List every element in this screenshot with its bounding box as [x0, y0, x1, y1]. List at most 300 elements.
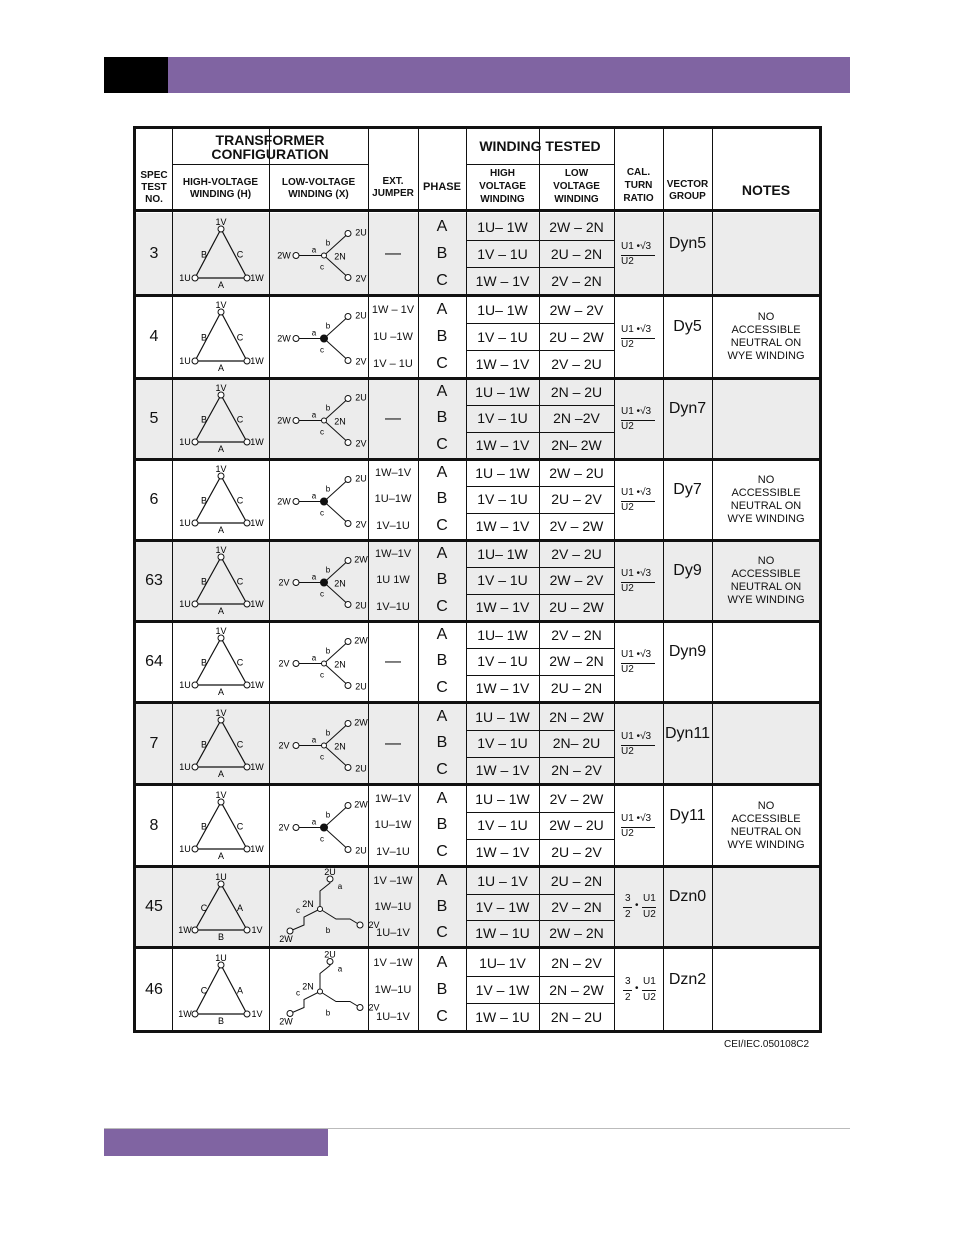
hv-header: WINDING (H) [189, 189, 252, 200]
low-voltage-winding: 2N –2V [553, 410, 600, 427]
terminal-circle [345, 602, 351, 608]
terminal-circle [345, 847, 351, 853]
winding-tested-header: WINDING TESTED [479, 138, 601, 154]
phase: A [436, 953, 448, 971]
winding-label: C [236, 739, 244, 750]
spec-test-no: 3 [149, 244, 159, 262]
terminal-label: 2V [355, 273, 367, 284]
terminal-circle [345, 558, 351, 564]
terminal-label: 1U [215, 953, 227, 963]
high-header: HIGH [490, 168, 515, 179]
high-voltage-winding: 1W – 1V [475, 436, 530, 453]
high-voltage-winding: 1W – 1V [475, 517, 530, 534]
terminal-label: 1W [250, 599, 264, 609]
high-voltage-winding: 1U– 1W [477, 218, 528, 235]
winding-label: C [236, 332, 244, 343]
terminal-circle [345, 231, 351, 237]
high-voltage-winding: 1W – 1V [475, 761, 530, 778]
phase-header: PHASE [423, 181, 461, 193]
low-voltage-winding: 2U – 2W [549, 598, 604, 615]
low-voltage-winding: 2U – 2V [551, 843, 602, 860]
low-voltage-winding: 2W – 2N [549, 653, 604, 670]
terminal-label: 2W [277, 333, 291, 344]
winding-label: A [217, 687, 225, 697]
terminal-circle [192, 846, 198, 852]
terminal-label: 2U [324, 867, 336, 877]
neutral-circle [318, 907, 323, 912]
low-voltage-winding: 2U – 2N [550, 245, 603, 262]
winding-label: a [311, 491, 317, 501]
winding-label: a [311, 328, 317, 338]
winding-label: b [325, 403, 331, 413]
high-voltage-winding: 1V – 1W [475, 981, 530, 998]
winding-label: B [200, 576, 208, 587]
high-voltage-winding: 1W – 1V [475, 598, 530, 615]
terminal-circle [293, 336, 299, 342]
winding-label: A [217, 606, 225, 616]
terminal-circle [244, 439, 250, 445]
header-rule [172, 164, 368, 165]
low-voltage-winding: 2W – 2N [549, 925, 604, 941]
terminal-label: 1V [215, 790, 227, 800]
lv-winding-diagram [270, 949, 380, 1028]
terminal-label: 2W [354, 717, 368, 728]
phase: A [436, 790, 448, 808]
zigzag-leg [290, 992, 320, 1014]
low-voltage-winding: 2W – 2V [549, 572, 604, 589]
high-header: VOLTAGE [479, 181, 526, 192]
turn-ratio-denominator: U2 [621, 582, 634, 594]
high-voltage-winding: 1U– 1W [477, 546, 528, 563]
winding-label: A [217, 280, 225, 290]
note-line: NEUTRAL ON [730, 825, 802, 838]
zigzag-leg [320, 992, 360, 1008]
high-voltage-winding: 1W – 1V [475, 843, 530, 860]
terminal-circle [293, 499, 299, 505]
winding-label: a [311, 817, 317, 827]
spec-test-no: 6 [149, 490, 159, 508]
vector-group: Dyn9 [668, 642, 707, 660]
terminal-label: 1V [215, 708, 227, 718]
notes-cell [712, 460, 820, 539]
terminal-circle [293, 743, 299, 749]
neutral-point [321, 824, 328, 831]
notes-cell [712, 296, 820, 377]
phase: B [436, 816, 448, 834]
lv-winding-diagram [270, 462, 367, 537]
phase: A [436, 872, 448, 889]
cal-header: TURN [624, 180, 653, 191]
phase: A [436, 300, 448, 318]
terminal-label: 1V [215, 464, 227, 474]
note-line: NO [757, 473, 775, 486]
winding-label: C [236, 414, 244, 425]
phase: C [436, 597, 448, 615]
turn-ratio-denominator: U2 [621, 255, 634, 267]
winding-label: B [200, 495, 208, 506]
terminal-label: 2W [354, 635, 368, 646]
high-voltage-winding: 1V – 1U [477, 735, 528, 752]
terminal-circle [244, 927, 250, 933]
ext-jumper: 1U 1W [376, 574, 410, 587]
note-line: NEUTRAL ON [730, 499, 802, 512]
vector-header: GROUP [669, 191, 706, 202]
terminal-label: 2V [278, 740, 290, 751]
header-rule [466, 164, 614, 165]
terminal-label: 1W [250, 762, 264, 772]
terminal-circle [345, 521, 351, 527]
high-header: WINDING [480, 194, 525, 205]
note-line: WYE WINDING [727, 349, 805, 362]
winding-label: B [200, 249, 208, 260]
high-voltage-winding: 1V – 1U [477, 491, 528, 508]
column-rule [614, 128, 615, 1030]
winding-label: a [337, 964, 343, 974]
winding-label: c [296, 906, 300, 915]
hv-winding-diagram [173, 706, 268, 781]
low-voltage-winding: 2W – 2U [549, 465, 604, 482]
ratio-bar [623, 990, 632, 991]
header-bottom-rule [136, 209, 820, 212]
neutral-point [322, 743, 327, 748]
spec-header: SPEC [140, 170, 168, 181]
winding-label: c [320, 834, 324, 844]
terminal-circle [345, 440, 351, 446]
low-voltage-winding: 2N– 2W [551, 436, 602, 453]
note-line: NEUTRAL ON [730, 336, 802, 349]
winding-label: b [325, 321, 331, 331]
high-voltage-winding: 1U – 1V [477, 873, 528, 889]
turn-ratio-three: 3 [625, 893, 631, 904]
neutral-label: 2N [302, 981, 314, 992]
high-voltage-winding: 1U– 1W [477, 301, 528, 318]
high-voltage-winding: 1V – 1U [477, 817, 528, 834]
low-voltage-winding: 2N – 2V [551, 954, 602, 971]
turn-ratio-denominator: U2 [621, 338, 634, 350]
winding-label: A [236, 985, 244, 996]
phase: B [436, 898, 448, 915]
turn-ratio-two: 2 [625, 991, 631, 1003]
phase: A [436, 464, 448, 482]
spec-header: TEST [141, 182, 167, 193]
terminal-label: 2V [355, 356, 367, 367]
high-voltage-winding: 1W – 1V [475, 272, 530, 289]
ext-jumper: 1V –1W [373, 956, 413, 969]
notes-cell [712, 541, 820, 620]
low-voltage-winding: 2N – 2W [549, 709, 604, 726]
spec-test-no: 46 [145, 980, 163, 998]
winding-label: a [311, 735, 317, 745]
vector-group: Dy5 [673, 317, 702, 335]
neutral-point [321, 579, 328, 586]
lv-header: LOW-VOLTAGE [281, 177, 356, 188]
low-header: WINDING [554, 194, 599, 205]
high-voltage-winding: 1U – 1W [475, 791, 530, 808]
phase: A [436, 626, 448, 644]
terminal-circle [192, 275, 198, 281]
turn-ratio-three: 3 [625, 975, 631, 987]
high-voltage-winding: 1V – 1U [477, 328, 528, 345]
terminal-label: 1W [250, 437, 264, 447]
phase: C [436, 516, 448, 534]
wye-leg [324, 502, 346, 522]
neutral-label: 2N [334, 659, 346, 670]
terminal-label: 1V [215, 300, 227, 310]
ext-jumper: — [385, 409, 401, 427]
terminal-label: 2V [355, 519, 367, 530]
terminal-circle [357, 1005, 363, 1011]
turn-ratio-numerator: U1 •√3 [621, 730, 652, 742]
neutral-label: 2N [334, 741, 346, 752]
spec-test-no: 7 [149, 734, 159, 752]
winding-label: a [311, 572, 317, 582]
ext-jumper: — [385, 244, 401, 262]
turn-ratio-denominator: U2 [621, 827, 634, 839]
winding-label: c [320, 589, 324, 599]
ext-jumper: 1U–1W [374, 819, 412, 832]
note-line: ACCESSIBLE [731, 486, 801, 499]
terminal-circle [192, 682, 198, 688]
lv-winding-diagram [270, 867, 380, 944]
ext-jumper: 1W–1U [374, 901, 412, 913]
hv-header: HIGH-VOLTAGE [182, 177, 259, 188]
winding-label: c [320, 427, 324, 437]
hv-winding-diagram [173, 381, 268, 456]
note-line: WYE WINDING [727, 512, 805, 525]
header-purple-bar [168, 57, 850, 93]
hv-winding-diagram [173, 462, 268, 537]
low-voltage-winding: 2V – 2W [549, 517, 604, 534]
terminal-circle [244, 601, 250, 607]
cal-header: RATIO [623, 193, 654, 204]
phase: C [436, 354, 448, 372]
hv-winding-diagram [173, 624, 268, 699]
terminal-label: 1W [178, 1009, 192, 1019]
terminal-label: 1U [179, 844, 191, 854]
low-voltage-winding: 2V – 2N [551, 899, 602, 915]
terminal-circle [357, 922, 363, 928]
winding-label: b [325, 926, 331, 935]
hv-winding-diagram [173, 788, 268, 863]
neutral-point [322, 661, 327, 666]
high-voltage-winding: 1W – 1V [475, 679, 530, 696]
neutral-point [321, 498, 328, 505]
terminal-label: 2W [277, 250, 291, 261]
winding-label: B [200, 657, 208, 668]
wye-leg [324, 339, 346, 359]
terminal-label: 2V [368, 1002, 380, 1013]
winding-label: C [200, 903, 208, 913]
terminal-circle [192, 601, 198, 607]
high-voltage-winding: 1V – 1W [475, 899, 530, 915]
terminal-circle [345, 396, 351, 402]
winding-label: B [200, 414, 208, 425]
terminal-label: 1V [215, 383, 227, 393]
figure-code: CEI/IEC.050108C2 [724, 1039, 810, 1050]
lv-winding-diagram [270, 298, 367, 375]
terminal-label: 1U [215, 872, 227, 882]
high-voltage-winding: 1U– 1W [477, 627, 528, 644]
terminal-circle [345, 275, 351, 281]
neutral-point [322, 253, 327, 258]
terminal-label: 1U [179, 762, 191, 772]
terminal-circle [293, 418, 299, 424]
hv-winding-diagram [173, 543, 268, 618]
low-voltage-winding: 2N – 2U [550, 1008, 603, 1025]
hv-winding-diagram [173, 298, 268, 375]
lv-winding-diagram [270, 788, 367, 863]
turn-ratio-u2: U2 [643, 909, 656, 920]
winding-label: B [200, 821, 208, 832]
zigzag-leg [320, 962, 330, 992]
terminal-label: 1W [250, 518, 264, 528]
low-voltage-winding: 2U – 2V [551, 491, 602, 508]
lv-winding-diagram [270, 706, 367, 781]
terminal-label: 2V [278, 658, 290, 669]
terminal-label: 2W [354, 554, 368, 565]
winding-label: C [236, 249, 244, 260]
phase: C [436, 924, 448, 941]
ext-jumper: 1V – 1U [373, 357, 413, 370]
phase: C [436, 271, 448, 289]
terminal-circle [192, 520, 198, 526]
lv-winding-diagram [270, 381, 367, 456]
phase: B [436, 409, 448, 427]
terminal-label: 1V [251, 925, 263, 935]
terminal-label: 2V [368, 920, 380, 930]
winding-label: b [325, 565, 331, 575]
terminal-label: 2U [355, 845, 367, 856]
wye-leg [324, 828, 346, 848]
terminal-label: 1W [250, 273, 264, 283]
lv-winding-diagram [270, 215, 367, 292]
terminal-label: 2U [355, 392, 367, 403]
spec-test-no: 8 [149, 816, 159, 834]
turn-ratio-u1: U1 [643, 975, 656, 987]
phase: C [436, 678, 448, 696]
high-voltage-winding: 1W – 1U [475, 925, 530, 941]
terminal-label: 2W [279, 1016, 293, 1027]
phase: C [436, 842, 448, 860]
terminal-circle [244, 682, 250, 688]
header-black-block [104, 57, 168, 93]
phase: C [436, 1007, 448, 1025]
terminal-circle [244, 764, 250, 770]
terminal-label: 2U [355, 227, 367, 238]
high-voltage-winding: 1V – 1U [477, 245, 528, 262]
terminal-label: 1V [251, 1009, 263, 1019]
low-voltage-winding: 2W – 2V [549, 301, 604, 318]
terminal-circle [293, 253, 299, 259]
phase: A [436, 708, 448, 726]
terminal-circle [192, 927, 198, 933]
config-header: CONFIGURATION [211, 146, 329, 162]
winding-label: c [320, 262, 324, 272]
winding-label: c [320, 508, 324, 518]
vector-header: VECTOR [666, 179, 709, 190]
ext-jumper: 1U –1W [373, 330, 413, 343]
terminal-circle [192, 764, 198, 770]
neutral-label: 2N [334, 251, 346, 262]
terminal-circle [345, 358, 351, 364]
low-voltage-winding: 2W – 2U [549, 817, 604, 834]
terminal-circle [293, 825, 299, 831]
terminal-label: 1W [178, 925, 192, 935]
phase: B [436, 244, 448, 262]
spec-test-no: 45 [145, 898, 163, 915]
vector-group: Dy7 [673, 480, 702, 498]
phase: C [436, 435, 448, 453]
terminal-label: 1U [179, 518, 191, 528]
low-voltage-winding: 2W – 2N [549, 218, 604, 235]
winding-label: b [325, 728, 331, 738]
winding-label: c [320, 752, 324, 762]
terminal-label: 2U [355, 600, 367, 611]
winding-label: c [320, 345, 324, 355]
ext-jumper: 1U–1V [376, 927, 410, 939]
turn-ratio-dot: • [635, 982, 639, 994]
hv-winding-diagram [173, 870, 268, 944]
neutral-point [322, 418, 327, 423]
terminal-circle [192, 1011, 198, 1017]
terminal-circle [345, 639, 351, 645]
ext-jumper: 1W – 1V [371, 303, 415, 316]
high-voltage-winding: 1U – 1W [475, 384, 530, 401]
winding-label: a [311, 653, 317, 663]
zigzag-leg [320, 909, 360, 925]
spec-header: NO. [145, 194, 163, 205]
winding-label: B [217, 932, 225, 942]
winding-label: a [337, 882, 343, 891]
terminal-label: 2V [278, 822, 290, 833]
low-voltage-winding: 2N – 2V [551, 761, 602, 778]
terminal-label: 1U [179, 273, 191, 283]
winding-label: c [296, 988, 300, 998]
vector-group: Dyn5 [668, 234, 707, 252]
ratio-bar [623, 907, 632, 908]
note-line: ACCESSIBLE [731, 323, 801, 336]
terminal-label: 2U [355, 681, 367, 692]
terminal-label: 2W [277, 415, 291, 426]
turn-ratio-numerator: U1 •√3 [621, 486, 652, 498]
footer-purple-bar [104, 1129, 328, 1156]
low-header: VOLTAGE [553, 181, 600, 192]
note-line: ACCESSIBLE [731, 812, 801, 825]
low-voltage-winding: 2N– 2U [552, 735, 601, 752]
winding-label: C [236, 576, 244, 587]
winding-label: a [311, 245, 317, 255]
zigzag-leg [290, 909, 320, 931]
winding-label: A [217, 363, 225, 373]
high-voltage-winding: 1W – 1V [475, 355, 530, 372]
high-voltage-winding: 1W – 1U [475, 1008, 530, 1025]
winding-label: B [200, 332, 208, 343]
turn-ratio-u1: U1 [643, 893, 656, 904]
winding-label: a [311, 410, 317, 420]
phase: A [436, 383, 448, 401]
winding-label: c [320, 670, 324, 680]
terminal-label: 2V [278, 577, 290, 588]
terminal-circle [293, 580, 299, 586]
neutral-point [321, 335, 328, 342]
turn-ratio-numerator: U1 •√3 [621, 240, 652, 252]
ext-jumper: 1V–1U [376, 519, 410, 532]
terminal-circle [345, 765, 351, 771]
spec-test-no: 63 [145, 571, 163, 589]
winding-label: B [217, 1016, 225, 1026]
winding-label: B [200, 739, 208, 750]
ext-jumper: — [385, 652, 401, 670]
